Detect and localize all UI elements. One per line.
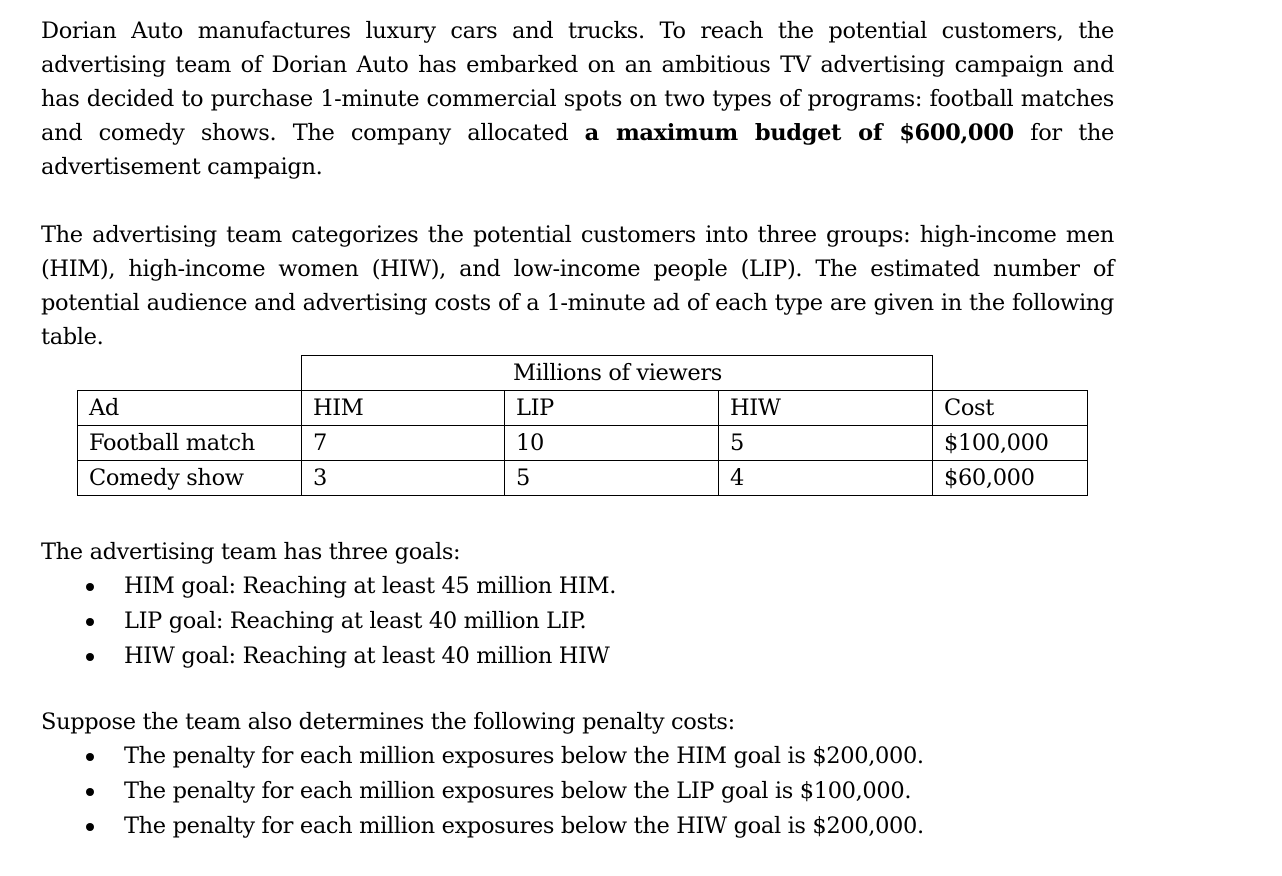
- table-cell: Football match: [78, 426, 302, 461]
- table-cell: Comedy show: [78, 461, 302, 496]
- millions-of-viewers-header: Millions of viewers: [302, 356, 933, 391]
- viewers-table: [77, 355, 1088, 496]
- list-item: [41, 639, 1141, 674]
- header-him: HIM: [302, 391, 505, 426]
- table-cell: 10: [505, 426, 719, 461]
- table-cell: 3: [302, 461, 505, 496]
- bullet-icon: [86, 583, 94, 591]
- intro-text-end: for the advertisement campaign.: [41, 120, 1115, 180]
- table-spacer: [78, 356, 302, 391]
- list-item: [41, 569, 1141, 604]
- table-cell: 5: [719, 426, 933, 461]
- table-spacer: [933, 356, 1088, 391]
- budget-highlight: a maximum budget of $600,000: [584, 120, 1014, 146]
- penalty-text: The penalty for each million exposures below the HIM goal is $200,000.: [124, 743, 924, 769]
- penalties-intro: Suppose the team also determines the following penalty costs:: [41, 709, 735, 735]
- list-item: [41, 604, 1141, 639]
- bullet-icon: [86, 823, 94, 831]
- bullet-icon: [86, 618, 94, 626]
- intro-text: Dorian Auto manufactures luxury cars and trucks. To reach the potential customers, the advertising team of Dorian Auto has embarked on an ambitious TV advertising campaign and has decided to purchase 1-minute commercial spots on two types of programs: football matches and comedy shows. The company allocated: [41, 18, 1114, 146]
- table-row: [78, 461, 1088, 496]
- list-item: [41, 774, 1141, 809]
- table-cell: 7: [302, 426, 505, 461]
- header-ad: Ad: [78, 391, 302, 426]
- table-cell: $100,000: [933, 426, 1088, 461]
- document-body: [41, 14, 1114, 354]
- header-lip: LIP: [505, 391, 719, 426]
- bullet-icon: [86, 753, 94, 761]
- list-item: [41, 739, 1141, 774]
- table-group-header-row: [78, 356, 1088, 391]
- header-cost: Cost: [933, 391, 1088, 426]
- bullet-icon: [86, 788, 94, 796]
- penalty-text: The penalty for each million exposures below the LIP goal is $100,000.: [124, 778, 912, 804]
- goal-text: HIM goal: Reaching at least 45 million HIM.: [124, 573, 617, 599]
- goals-intro: The advertising team has three goals:: [41, 539, 461, 565]
- list-item: [41, 809, 1141, 844]
- segments-paragraph: The advertising team categorizes the potential customers into three groups: high-income men (HIM), high-income women (HIW), and low-income people (LIP). The estimated number of potential audience and advertising costs of a 1-minute ad of each type are given in the following table.: [41, 222, 1114, 350]
- header-hiw: HIW: [719, 391, 933, 426]
- table-cell: 4: [719, 461, 933, 496]
- table-cell: 5: [505, 461, 719, 496]
- goals-list: [41, 569, 1141, 674]
- penalties-section: [41, 705, 1141, 844]
- bullet-icon: [86, 653, 94, 661]
- penalties-list: [41, 739, 1141, 844]
- table-row: [78, 426, 1088, 461]
- penalty-text: The penalty for each million exposures below the HIW goal is $200,000.: [124, 813, 924, 839]
- table-header-row: [78, 391, 1088, 426]
- table-cell: $60,000: [933, 461, 1088, 496]
- goal-text: LIP goal: Reaching at least 40 million LIP.: [124, 608, 587, 634]
- intro-paragraph: [41, 14, 1114, 184]
- goal-text: HIW goal: Reaching at least 40 million HIW: [124, 643, 610, 669]
- goals-section: [41, 535, 1141, 674]
